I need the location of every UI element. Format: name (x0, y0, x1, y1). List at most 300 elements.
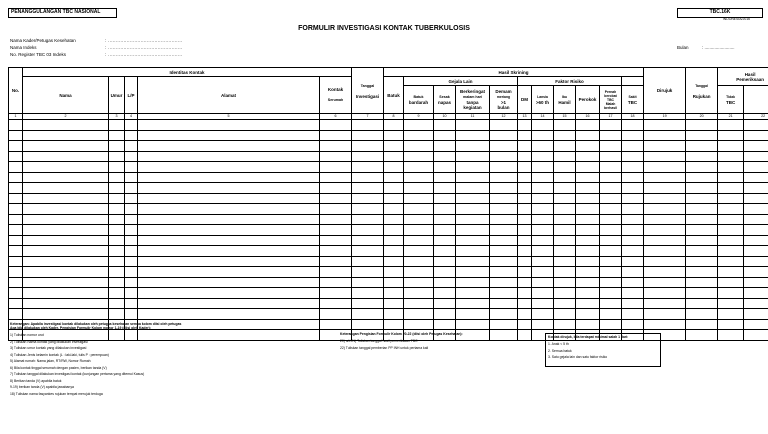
table-cell[interactable] (490, 225, 518, 236)
table-cell[interactable] (622, 256, 644, 267)
table-cell[interactable] (125, 204, 138, 215)
table-cell[interactable] (23, 288, 109, 299)
table-cell[interactable] (518, 309, 532, 320)
table-cell[interactable] (686, 288, 718, 299)
table-cell[interactable] (600, 214, 622, 225)
table-cell[interactable] (744, 151, 768, 162)
table-cell[interactable] (456, 267, 490, 278)
table-cell[interactable] (320, 319, 352, 330)
table-cell[interactable] (686, 246, 718, 257)
table-cell[interactable] (644, 319, 686, 330)
table-cell[interactable] (576, 309, 600, 320)
table-cell[interactable] (320, 193, 352, 204)
table-cell[interactable] (434, 193, 456, 204)
table-cell[interactable] (23, 130, 109, 141)
table-cell[interactable] (109, 162, 125, 173)
table-cell[interactable] (518, 204, 532, 215)
table-cell[interactable] (532, 162, 554, 173)
table-cell[interactable] (320, 141, 352, 152)
table-cell[interactable] (434, 214, 456, 225)
table-cell[interactable] (744, 298, 768, 309)
table-cell[interactable] (718, 193, 744, 204)
table-cell[interactable] (109, 288, 125, 299)
table-cell[interactable] (138, 193, 320, 204)
table-cell[interactable] (600, 130, 622, 141)
table-cell[interactable] (456, 225, 490, 236)
table-cell[interactable] (320, 214, 352, 225)
table-cell[interactable] (23, 204, 109, 215)
table-cell[interactable] (456, 256, 490, 267)
table-cell[interactable] (644, 256, 686, 267)
table-cell[interactable] (554, 246, 576, 257)
table-cell[interactable] (23, 120, 109, 131)
table-cell[interactable] (404, 172, 434, 183)
table-cell[interactable] (744, 225, 768, 236)
table-cell[interactable] (352, 309, 384, 320)
table-cell[interactable] (352, 277, 384, 288)
table-cell[interactable] (518, 193, 532, 204)
table-cell[interactable] (744, 246, 768, 257)
table-cell[interactable] (518, 162, 532, 173)
table-cell[interactable] (352, 183, 384, 194)
table-cell[interactable] (490, 183, 518, 194)
table-cell[interactable] (518, 151, 532, 162)
table-cell[interactable] (109, 130, 125, 141)
table-cell[interactable] (644, 172, 686, 183)
table-cell[interactable] (718, 130, 744, 141)
table-cell[interactable] (320, 162, 352, 173)
table-cell[interactable] (718, 225, 744, 236)
table-cell[interactable] (384, 267, 404, 278)
table-cell[interactable] (384, 151, 404, 162)
table-cell[interactable] (744, 193, 768, 204)
table-cell[interactable] (600, 162, 622, 173)
table-cell[interactable] (686, 319, 718, 330)
table-cell[interactable] (644, 162, 686, 173)
table-cell[interactable] (576, 298, 600, 309)
table-cell[interactable] (125, 141, 138, 152)
table-cell[interactable] (109, 267, 125, 278)
table-cell[interactable] (9, 141, 23, 152)
table-cell[interactable] (9, 267, 23, 278)
table-cell[interactable] (744, 330, 768, 341)
table-cell[interactable] (109, 151, 125, 162)
table-cell[interactable] (718, 120, 744, 131)
table-cell[interactable] (532, 172, 554, 183)
table-cell[interactable] (138, 235, 320, 246)
table-cell[interactable] (404, 162, 434, 173)
table-cell[interactable] (320, 130, 352, 141)
table-cell[interactable] (518, 172, 532, 183)
table-cell[interactable] (622, 288, 644, 299)
table-cell[interactable] (456, 277, 490, 288)
table-cell[interactable] (600, 267, 622, 278)
table-cell[interactable] (718, 246, 744, 257)
table-cell[interactable] (138, 298, 320, 309)
table-cell[interactable] (518, 288, 532, 299)
table-cell[interactable] (576, 256, 600, 267)
table-cell[interactable] (490, 309, 518, 320)
table-cell[interactable] (352, 130, 384, 141)
table-cell[interactable] (404, 288, 434, 299)
table-cell[interactable] (622, 141, 644, 152)
table-cell[interactable] (320, 277, 352, 288)
table-cell[interactable] (686, 183, 718, 194)
table-cell[interactable] (686, 267, 718, 278)
table-cell[interactable] (456, 235, 490, 246)
table-cell[interactable] (644, 193, 686, 204)
table-cell[interactable] (744, 204, 768, 215)
table-cell[interactable] (352, 246, 384, 257)
table-cell[interactable] (600, 225, 622, 236)
table-cell[interactable] (138, 267, 320, 278)
table-cell[interactable] (644, 120, 686, 131)
table-cell[interactable] (686, 162, 718, 173)
table-cell[interactable] (744, 214, 768, 225)
table-cell[interactable] (576, 172, 600, 183)
table-cell[interactable] (23, 162, 109, 173)
table-cell[interactable] (138, 204, 320, 215)
table-cell[interactable] (434, 204, 456, 215)
table-cell[interactable] (9, 298, 23, 309)
table-cell[interactable] (434, 246, 456, 257)
table-cell[interactable] (352, 214, 384, 225)
table-cell[interactable] (320, 309, 352, 320)
table-cell[interactable] (109, 298, 125, 309)
table-cell[interactable] (490, 298, 518, 309)
table-cell[interactable] (23, 193, 109, 204)
table-cell[interactable] (456, 204, 490, 215)
table-cell[interactable] (744, 288, 768, 299)
table-cell[interactable] (404, 120, 434, 131)
cadre-field[interactable]: : ................................................ (105, 38, 183, 43)
table-cell[interactable] (554, 298, 576, 309)
table-cell[interactable] (23, 267, 109, 278)
table-cell[interactable] (744, 235, 768, 246)
table-cell[interactable] (404, 193, 434, 204)
table-cell[interactable] (404, 277, 434, 288)
table-cell[interactable] (622, 214, 644, 225)
table-cell[interactable] (532, 151, 554, 162)
table-cell[interactable] (109, 172, 125, 183)
table-cell[interactable] (554, 225, 576, 236)
table-cell[interactable] (125, 277, 138, 288)
table-cell[interactable] (554, 193, 576, 204)
table-cell[interactable] (532, 183, 554, 194)
table-cell[interactable] (456, 120, 490, 131)
table-cell[interactable] (744, 130, 768, 141)
table-cell[interactable] (532, 298, 554, 309)
table-cell[interactable] (532, 225, 554, 236)
table-cell[interactable] (718, 319, 744, 330)
table-cell[interactable] (718, 172, 744, 183)
table-cell[interactable] (554, 277, 576, 288)
table-cell[interactable] (404, 298, 434, 309)
table-cell[interactable] (686, 193, 718, 204)
table-cell[interactable] (456, 298, 490, 309)
table-cell[interactable] (9, 214, 23, 225)
table-cell[interactable] (109, 225, 125, 236)
table-cell[interactable] (404, 319, 434, 330)
table-cell[interactable] (125, 246, 138, 257)
table-cell[interactable] (518, 267, 532, 278)
table-cell[interactable] (320, 172, 352, 183)
table-cell[interactable] (576, 162, 600, 173)
table-cell[interactable] (434, 225, 456, 236)
table-cell[interactable] (644, 183, 686, 194)
table-cell[interactable] (490, 151, 518, 162)
table-cell[interactable] (554, 141, 576, 152)
register-field[interactable]: : ................................................ (105, 52, 183, 57)
table-cell[interactable] (138, 141, 320, 152)
table-cell[interactable] (138, 120, 320, 131)
table-cell[interactable] (718, 309, 744, 320)
table-cell[interactable] (644, 235, 686, 246)
table-cell[interactable] (384, 204, 404, 215)
table-cell[interactable] (23, 151, 109, 162)
table-cell[interactable] (532, 235, 554, 246)
table-cell[interactable] (138, 309, 320, 320)
table-cell[interactable] (109, 204, 125, 215)
table-cell[interactable] (554, 214, 576, 225)
table-cell[interactable] (490, 172, 518, 183)
table-cell[interactable] (434, 141, 456, 152)
table-cell[interactable] (434, 319, 456, 330)
table-cell[interactable] (718, 204, 744, 215)
table-cell[interactable] (125, 256, 138, 267)
table-cell[interactable] (109, 235, 125, 246)
table-cell[interactable] (686, 277, 718, 288)
table-cell[interactable] (600, 256, 622, 267)
table-cell[interactable] (9, 162, 23, 173)
table-cell[interactable] (744, 267, 768, 278)
table-cell[interactable] (600, 183, 622, 194)
table-cell[interactable] (434, 172, 456, 183)
table-cell[interactable] (686, 309, 718, 320)
table-cell[interactable] (352, 193, 384, 204)
table-cell[interactable] (320, 183, 352, 194)
table-cell[interactable] (384, 256, 404, 267)
table-cell[interactable] (532, 288, 554, 299)
table-cell[interactable] (404, 130, 434, 141)
table-cell[interactable] (622, 277, 644, 288)
table-cell[interactable] (352, 120, 384, 131)
table-cell[interactable] (9, 246, 23, 257)
table-cell[interactable] (600, 204, 622, 215)
table-cell[interactable] (9, 183, 23, 194)
table-cell[interactable] (9, 204, 23, 215)
table-cell[interactable] (109, 193, 125, 204)
table-cell[interactable] (576, 288, 600, 299)
table-cell[interactable] (138, 225, 320, 236)
table-cell[interactable] (352, 162, 384, 173)
table-cell[interactable] (109, 120, 125, 131)
table-cell[interactable] (718, 151, 744, 162)
table-cell[interactable] (600, 298, 622, 309)
table-cell[interactable] (456, 246, 490, 257)
table-cell[interactable] (576, 246, 600, 257)
table-cell[interactable] (554, 130, 576, 141)
table-cell[interactable] (686, 151, 718, 162)
table-cell[interactable] (109, 141, 125, 152)
table-cell[interactable] (384, 120, 404, 131)
table-cell[interactable] (554, 183, 576, 194)
table-cell[interactable] (532, 120, 554, 131)
table-cell[interactable] (600, 151, 622, 162)
table-cell[interactable] (434, 309, 456, 320)
table-cell[interactable] (718, 214, 744, 225)
table-cell[interactable] (554, 162, 576, 173)
table-cell[interactable] (718, 183, 744, 194)
table-cell[interactable] (532, 130, 554, 141)
table-cell[interactable] (9, 120, 23, 131)
table-cell[interactable] (138, 256, 320, 267)
table-cell[interactable] (434, 162, 456, 173)
table-cell[interactable] (490, 235, 518, 246)
index-field[interactable]: : ................................................ (105, 45, 183, 50)
table-cell[interactable] (138, 246, 320, 257)
table-cell[interactable] (434, 120, 456, 131)
table-cell[interactable] (125, 120, 138, 131)
table-cell[interactable] (456, 130, 490, 141)
table-cell[interactable] (320, 225, 352, 236)
table-cell[interactable] (352, 256, 384, 267)
table-cell[interactable] (532, 193, 554, 204)
table-cell[interactable] (744, 141, 768, 152)
table-cell[interactable] (554, 288, 576, 299)
table-cell[interactable] (9, 256, 23, 267)
table-cell[interactable] (554, 151, 576, 162)
table-cell[interactable] (518, 235, 532, 246)
table-cell[interactable] (352, 151, 384, 162)
table-cell[interactable] (490, 267, 518, 278)
table-cell[interactable] (518, 141, 532, 152)
table-cell[interactable] (352, 319, 384, 330)
table-cell[interactable] (518, 256, 532, 267)
table-cell[interactable] (352, 172, 384, 183)
table-cell[interactable] (384, 193, 404, 204)
table-cell[interactable] (23, 256, 109, 267)
table-cell[interactable] (744, 277, 768, 288)
table-cell[interactable] (138, 151, 320, 162)
table-cell[interactable] (644, 141, 686, 152)
table-cell[interactable] (644, 309, 686, 320)
table-cell[interactable] (125, 183, 138, 194)
table-cell[interactable] (600, 141, 622, 152)
table-cell[interactable] (600, 309, 622, 320)
table-cell[interactable] (9, 309, 23, 320)
table-cell[interactable] (404, 246, 434, 257)
table-cell[interactable] (138, 130, 320, 141)
table-cell[interactable] (644, 288, 686, 299)
table-cell[interactable] (138, 172, 320, 183)
table-cell[interactable] (404, 151, 434, 162)
table-cell[interactable] (404, 214, 434, 225)
table-cell[interactable] (622, 204, 644, 215)
table-cell[interactable] (644, 130, 686, 141)
table-cell[interactable] (718, 235, 744, 246)
table-cell[interactable] (404, 267, 434, 278)
table-cell[interactable] (384, 172, 404, 183)
table-cell[interactable] (622, 225, 644, 236)
table-cell[interactable] (600, 246, 622, 257)
table-cell[interactable] (490, 214, 518, 225)
table-cell[interactable] (456, 193, 490, 204)
table-cell[interactable] (518, 214, 532, 225)
table-cell[interactable] (320, 235, 352, 246)
table-cell[interactable] (490, 141, 518, 152)
table-cell[interactable] (622, 151, 644, 162)
table-cell[interactable] (384, 235, 404, 246)
table-cell[interactable] (718, 330, 744, 341)
table-cell[interactable] (686, 225, 718, 236)
table-cell[interactable] (576, 183, 600, 194)
table-cell[interactable] (532, 204, 554, 215)
table-cell[interactable] (125, 172, 138, 183)
month-field[interactable]: : ........................ (702, 45, 735, 50)
table-cell[interactable] (404, 183, 434, 194)
table-cell[interactable] (138, 183, 320, 194)
table-cell[interactable] (9, 288, 23, 299)
table-cell[interactable] (456, 309, 490, 320)
table-cell[interactable] (644, 298, 686, 309)
table-cell[interactable] (352, 141, 384, 152)
table-cell[interactable] (622, 267, 644, 278)
table-cell[interactable] (686, 298, 718, 309)
table-cell[interactable] (644, 267, 686, 278)
table-cell[interactable] (532, 141, 554, 152)
table-cell[interactable] (434, 183, 456, 194)
table-cell[interactable] (404, 204, 434, 215)
table-cell[interactable] (554, 204, 576, 215)
table-cell[interactable] (125, 235, 138, 246)
table-cell[interactable] (718, 267, 744, 278)
table-cell[interactable] (600, 288, 622, 299)
table-cell[interactable] (744, 256, 768, 267)
table-cell[interactable] (576, 267, 600, 278)
table-cell[interactable] (490, 288, 518, 299)
table-cell[interactable] (384, 130, 404, 141)
table-cell[interactable] (404, 256, 434, 267)
table-cell[interactable] (490, 277, 518, 288)
table-cell[interactable] (320, 151, 352, 162)
table-cell[interactable] (456, 162, 490, 173)
table-cell[interactable] (686, 204, 718, 215)
table-cell[interactable] (622, 298, 644, 309)
table-cell[interactable] (138, 288, 320, 299)
table-cell[interactable] (456, 141, 490, 152)
table-cell[interactable] (9, 225, 23, 236)
table-cell[interactable] (23, 141, 109, 152)
table-cell[interactable] (384, 183, 404, 194)
table-cell[interactable] (518, 225, 532, 236)
table-cell[interactable] (518, 319, 532, 330)
table-cell[interactable] (554, 120, 576, 131)
table-cell[interactable] (518, 130, 532, 141)
table-cell[interactable] (109, 246, 125, 257)
table-cell[interactable] (9, 172, 23, 183)
table-cell[interactable] (622, 120, 644, 131)
table-cell[interactable] (644, 214, 686, 225)
table-cell[interactable] (352, 235, 384, 246)
table-cell[interactable] (456, 151, 490, 162)
table-cell[interactable] (718, 141, 744, 152)
table-cell[interactable] (352, 288, 384, 299)
table-cell[interactable] (686, 330, 718, 341)
table-cell[interactable] (576, 141, 600, 152)
table-cell[interactable] (622, 130, 644, 141)
table-cell[interactable] (718, 256, 744, 267)
